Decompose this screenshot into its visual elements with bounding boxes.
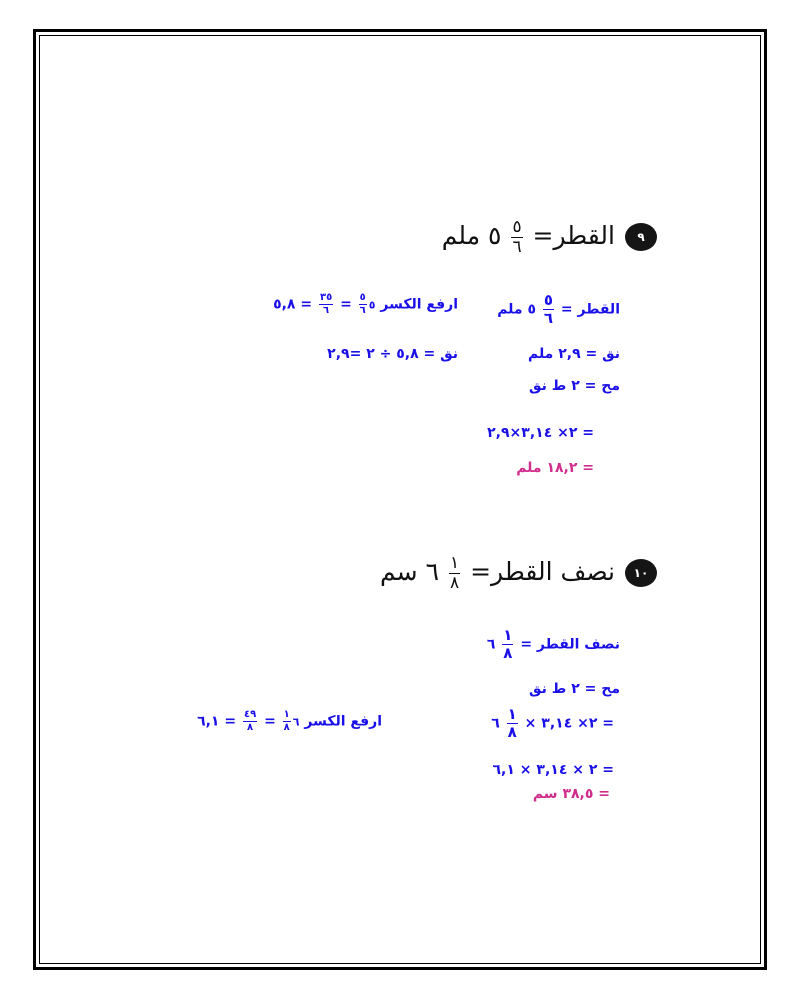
improper-fraction: $\frac{٤٩}{٨}$ <box>243 709 257 733</box>
problem-10-line-3: = ٢× ٣,١٤ × $\frac{١}{٨}$ ٦ <box>491 705 614 741</box>
diameter-fraction: $\frac{٥}{٦}$ <box>543 291 554 327</box>
problem-9-line-2-radius: نق = ٢,٩ ملم <box>527 346 620 362</box>
problem-10-heading: نصف القطر= $\frac{١}{٨}$ ٦ سم <box>380 553 615 593</box>
problem-9-number-badge: ٩ <box>625 223 657 251</box>
problem-10-line-4: = ٢ × ٣,١٤ × ٦,١ <box>492 762 614 778</box>
radius-fraction: $\frac{١}{٨}$ <box>503 626 513 662</box>
heading-label: القطر= <box>532 221 615 250</box>
heading-fraction: $\frac{٥}{٦}$ <box>512 217 522 257</box>
heading-fraction: $\frac{١}{٨}$ <box>449 553 460 593</box>
problem-9-line-1: القطر = $\frac{٥}{٦}$ ٥ ملم <box>497 291 620 327</box>
page-inner-border <box>39 35 761 964</box>
problem-9-answer: = ١٨,٢ ملم <box>516 460 594 476</box>
problem-9-line-2-calc: نق = ٥,٨ ÷ ٢ =٢,٩ <box>327 346 458 362</box>
problem-9-convert-note: ارفع الكسر ٥ $\frac{٥}{٦}$ = $\frac{٣٥}{٦}$ = ٥,٨ <box>273 292 458 316</box>
problem-10-line-1: نصف القطر = $\frac{١}{٨}$ ٦ <box>486 626 620 662</box>
improper-fraction: $\frac{٣٥}{٦}$ <box>319 292 333 316</box>
problem-10-convert-note: ارفع الكسر ٦ $\frac{١}{٨}$ = $\frac{٤٩}{٨}$ = ٦,١ <box>197 709 382 733</box>
problem-10-number-badge: ١٠ <box>625 559 657 587</box>
problem-9-line-3: مح = ٢ ط نق <box>529 378 620 394</box>
problem-9-line-4: = ٢× ٣,١٤×٢,٩ <box>487 425 594 441</box>
problem-10-line-2: مح = ٢ ط نق <box>529 681 620 697</box>
problem-10-answer: = ٣٨,٥ سم <box>532 786 610 802</box>
problem-9-heading: القطر= $\frac{٥}{٦}$ ٥ ملم <box>441 217 615 257</box>
